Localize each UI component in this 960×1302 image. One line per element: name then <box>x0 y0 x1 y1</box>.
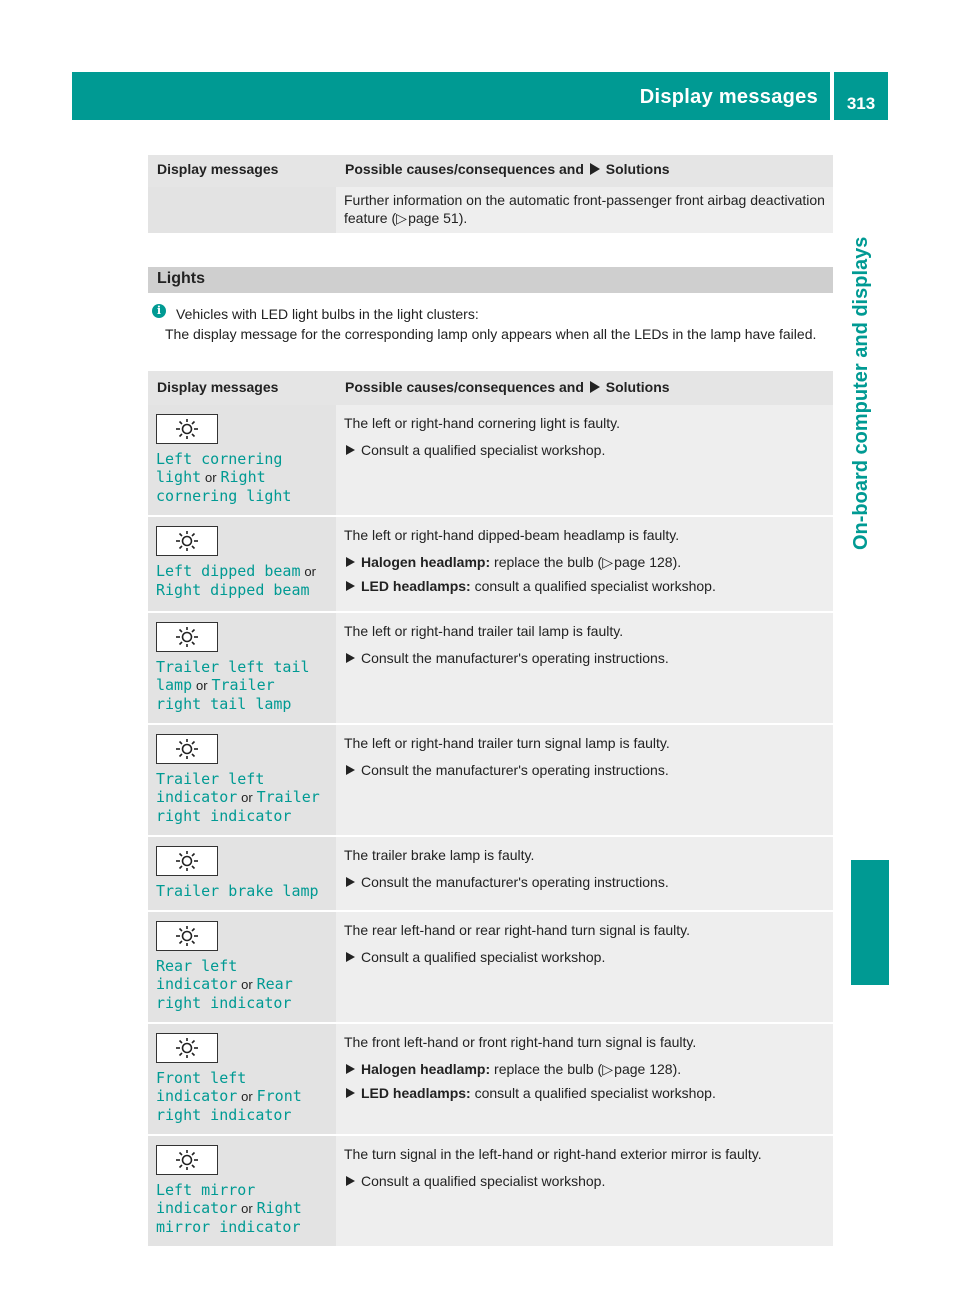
message-cell: Left cornering light or Right cornering light <box>148 405 336 516</box>
cause-cell <box>336 1023 833 1135</box>
col-header-messages: Display messages <box>148 371 336 405</box>
header-title: Display messages <box>639 86 818 108</box>
action-arrow-icon <box>346 1088 355 1098</box>
message-name-alt: Right cornering light <box>156 468 292 505</box>
solution-step: LED headlamps: consult a qualified specialist workshop. <box>344 577 825 595</box>
solution-step: Consult the manufacturer's operating instructions. <box>344 649 825 667</box>
solution-step: Consult a qualified specialist workshop. <box>344 1172 825 1190</box>
section-title: Lights <box>157 270 205 287</box>
table-row <box>148 836 833 911</box>
page-number: 313 <box>834 72 888 120</box>
side-chapter-tab <box>846 170 876 550</box>
solution-step: Halogen headlamp: replace the bulb (▷ page 128). <box>344 1060 825 1078</box>
message-name: Front left indicator <box>156 1069 247 1105</box>
section-header-lights <box>148 267 833 293</box>
cause-cell <box>336 516 833 612</box>
table-row <box>148 724 833 836</box>
message-cell: Trailer left indicator or Trailer right indicator <box>148 724 336 836</box>
page-reference-triangle-icon: ▷ <box>602 1061 613 1077</box>
message-name: Left cornering light <box>156 450 283 486</box>
info-icon: i <box>152 304 166 318</box>
lamp-fault-icon <box>156 1033 218 1063</box>
table-row <box>148 1023 833 1135</box>
message-cell: Left dipped beam or Right dipped beam <box>148 516 336 612</box>
message-cell: Front left indicator or Front right indicator <box>148 1023 336 1135</box>
cause-text: The left or right-hand cornering light is faulty. <box>344 415 620 431</box>
message-cell: Rear left indicator or Rear right indicator <box>148 911 336 1023</box>
action-arrow-icon <box>590 163 600 175</box>
cause-cell <box>336 911 833 1023</box>
lamp-fault-icon <box>156 622 218 652</box>
action-arrow-icon <box>346 952 355 962</box>
lamp-fault-icon <box>156 846 218 876</box>
cause-cell <box>336 724 833 836</box>
action-arrow-icon <box>346 557 355 567</box>
col-header-messages: Display messages <box>148 155 336 187</box>
table-row <box>148 1135 833 1246</box>
cause-cell <box>336 612 833 724</box>
airbag-info-cell: Further information on the automatic front-passenger front airbag deactivation feature (▷ page 51). <box>336 187 833 233</box>
message-name: Trailer brake lamp <box>156 882 319 900</box>
message-name: Trailer left tail lamp <box>156 658 310 694</box>
message-name-alt: Trailer right tail lamp <box>156 676 292 713</box>
action-arrow-icon <box>346 581 355 591</box>
solution-step: Consult the manufacturer's operating instructions. <box>344 873 825 891</box>
cause-text: The turn signal in the left-hand or right-hand exterior mirror is faulty. <box>344 1146 762 1162</box>
lamp-fault-icon <box>156 526 218 556</box>
info-note <box>165 304 835 344</box>
lamp-fault-icon <box>156 921 218 951</box>
action-arrow-icon <box>346 653 355 663</box>
header-bar <box>72 72 830 120</box>
message-name-alt: Trailer right indicator <box>156 788 320 825</box>
lamp-fault-icon <box>156 1145 218 1175</box>
lamp-fault-icon <box>156 414 218 444</box>
message-name: Left dipped beam <box>156 562 301 580</box>
cause-text: The front left-hand or front right-hand turn signal is faulty. <box>344 1034 697 1050</box>
action-arrow-icon <box>346 445 355 455</box>
col-header-causes: Possible causes/consequences and Solutions <box>336 371 833 405</box>
solution-step: LED headlamps: consult a qualified specialist workshop. <box>344 1084 825 1102</box>
message-cell <box>148 836 336 911</box>
page-reference-triangle-icon: ▷ <box>396 210 407 226</box>
lamp-fault-icon <box>156 734 218 764</box>
message-name-alt: Rear right indicator <box>156 975 293 1012</box>
cause-text: The left or right-hand trailer turn signal lamp is faulty. <box>344 735 670 751</box>
message-cell: Trailer left tail lamp or Trailer right tail lamp <box>148 612 336 724</box>
cause-text: The left or right-hand trailer tail lamp is faulty. <box>344 623 624 639</box>
solution-step: Consult a qualified specialist workshop. <box>344 441 825 459</box>
solution-step: Consult a qualified specialist workshop. <box>344 948 825 966</box>
cause-cell <box>336 836 833 911</box>
top-table <box>148 155 833 233</box>
message-name-alt: Right mirror indicator <box>156 1199 302 1236</box>
empty-message-cell <box>148 187 336 233</box>
info-line-1: Vehicles with LED light bulbs in the light clusters: <box>176 306 479 322</box>
table-row <box>148 612 833 724</box>
cause-cell <box>336 1135 833 1246</box>
table-row <box>148 911 833 1023</box>
cause-cell <box>336 405 833 516</box>
solution-step: Consult the manufacturer's operating instructions. <box>344 761 825 779</box>
cause-text: The left or right-hand dipped-beam headlamp is faulty. <box>344 527 680 543</box>
message-name: Trailer left indicator <box>156 770 265 806</box>
message-name: Rear left indicator <box>156 957 238 993</box>
side-chapter-title: On-board computer and displays <box>850 236 872 550</box>
lights-table <box>148 371 833 1246</box>
message-name-alt: Right dipped beam <box>156 581 310 599</box>
action-arrow-icon <box>346 877 355 887</box>
info-line-2: The display message for the corresponding lamp only appears when all the LEDs in the lamp have failed. <box>165 326 817 342</box>
message-name-alt: Front right indicator <box>156 1087 302 1124</box>
action-arrow-icon <box>346 1064 355 1074</box>
cause-text: The rear left-hand or rear right-hand turn signal is faulty. <box>344 922 691 938</box>
page-reference-triangle-icon: ▷ <box>602 554 613 570</box>
col-header-causes: Possible causes/consequences and Solutions <box>336 155 833 187</box>
side-color-block <box>851 860 889 985</box>
table-row <box>148 516 833 612</box>
message-cell: Left mirror indicator or Right mirror indicator <box>148 1135 336 1246</box>
action-arrow-icon <box>346 1176 355 1186</box>
table-row <box>148 405 833 516</box>
cause-text: The trailer brake lamp is faulty. <box>344 847 535 863</box>
message-name: Left mirror indicator <box>156 1181 256 1217</box>
action-arrow-icon <box>346 765 355 775</box>
solution-step: Halogen headlamp: replace the bulb (▷ page 128). <box>344 553 825 571</box>
action-arrow-icon <box>590 381 600 393</box>
